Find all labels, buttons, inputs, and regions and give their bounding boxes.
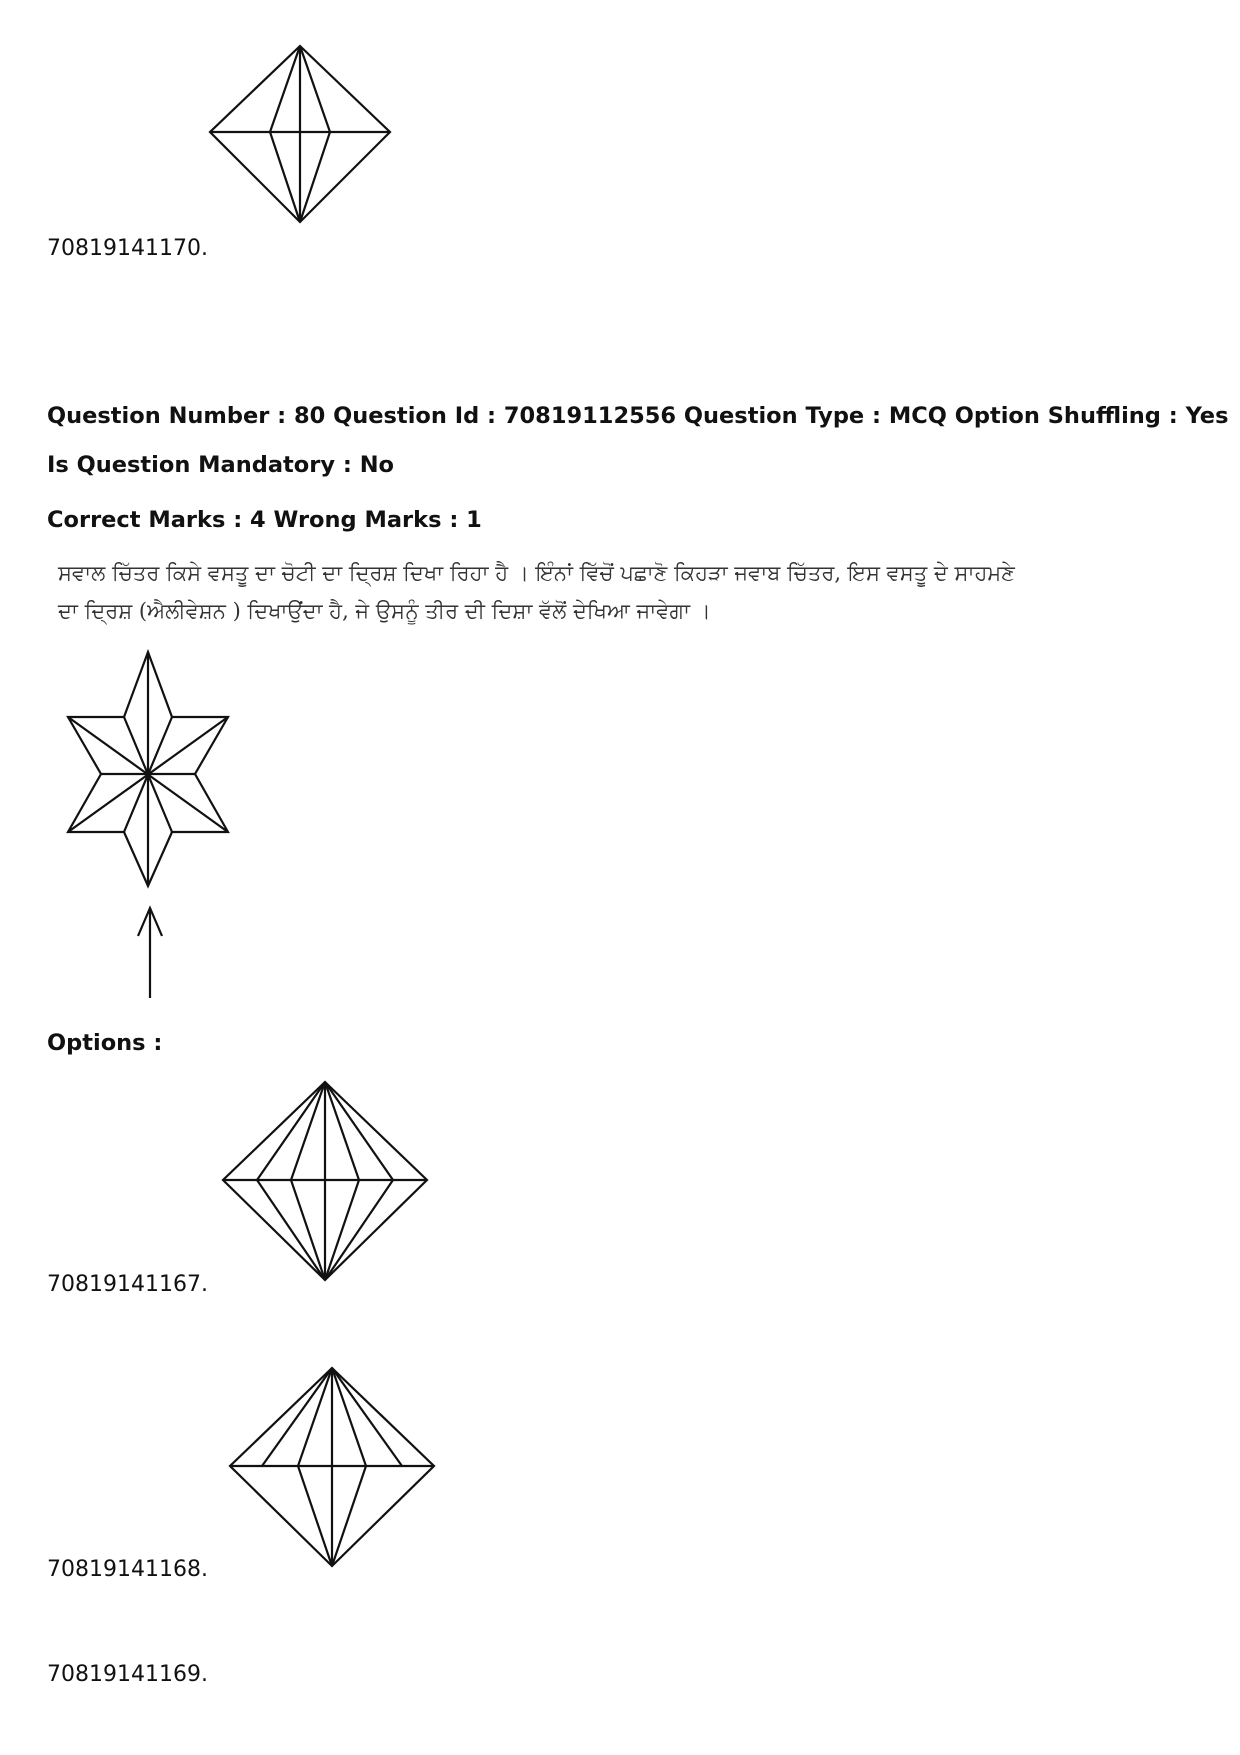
option-id-70819141170: 70819141170. <box>47 236 208 261</box>
options-label: Options : <box>47 1030 163 1056</box>
question-marks: Correct Marks : 4 Wrong Marks : 1 <box>47 507 482 533</box>
question-figure-star <box>60 648 240 898</box>
option-figure-70819141167[interactable] <box>225 1078 435 1288</box>
question-text-line-1: ਸਵਾਲ ਚਿੱਤਰ ਕਿਸੇ ਵਸਤੂ ਦਾ ਚੋਟੀ ਦਾ ਦ੍ਰਿਸ਼ ਦਿਖਾ ਰਿਹਾ ਹੈ । ਇੰਨਾਂ ਵਿੱਚੋਂ ਪਛਾਣੋ ਕਿਹੜਾ ਜਵਾਬ ਚਿੱਤਰ, ਇਸ ਵਸਤੂ ਦੇ ਸਾਹਮਣੇ <box>58 561 1015 585</box>
direction-arrow-icon <box>130 902 170 1002</box>
option-id-70819141169[interactable]: 70819141169. <box>47 1662 208 1687</box>
option-figure-70819141170 <box>220 38 420 238</box>
option-figure-70819141168[interactable] <box>232 1364 442 1574</box>
option-id-70819141168[interactable]: 70819141168. <box>47 1557 208 1582</box>
question-mandatory: Is Question Mandatory : No <box>47 452 394 478</box>
question-text-line-2: ਦਾ ਦ੍ਰਿਸ਼ (ਐਲੀਵੇਸ਼ਨ ) ਦਿਖਾਉਂਦਾ ਹੈ, ਜੇ ਉਸਨੂੰ ਤੀਰ ਦੀ ਦਿਸ਼ਾ ਵੱਲੋਂ ਦੇਖਿਆ ਜਾਵੇਗਾ । <box>58 599 711 623</box>
question-header: Question Number : 80 Question Id : 70819112556 Question Type : MCQ Option Shuffling : Yes <box>47 403 1229 429</box>
option-id-70819141167[interactable]: 70819141167. <box>47 1272 208 1297</box>
